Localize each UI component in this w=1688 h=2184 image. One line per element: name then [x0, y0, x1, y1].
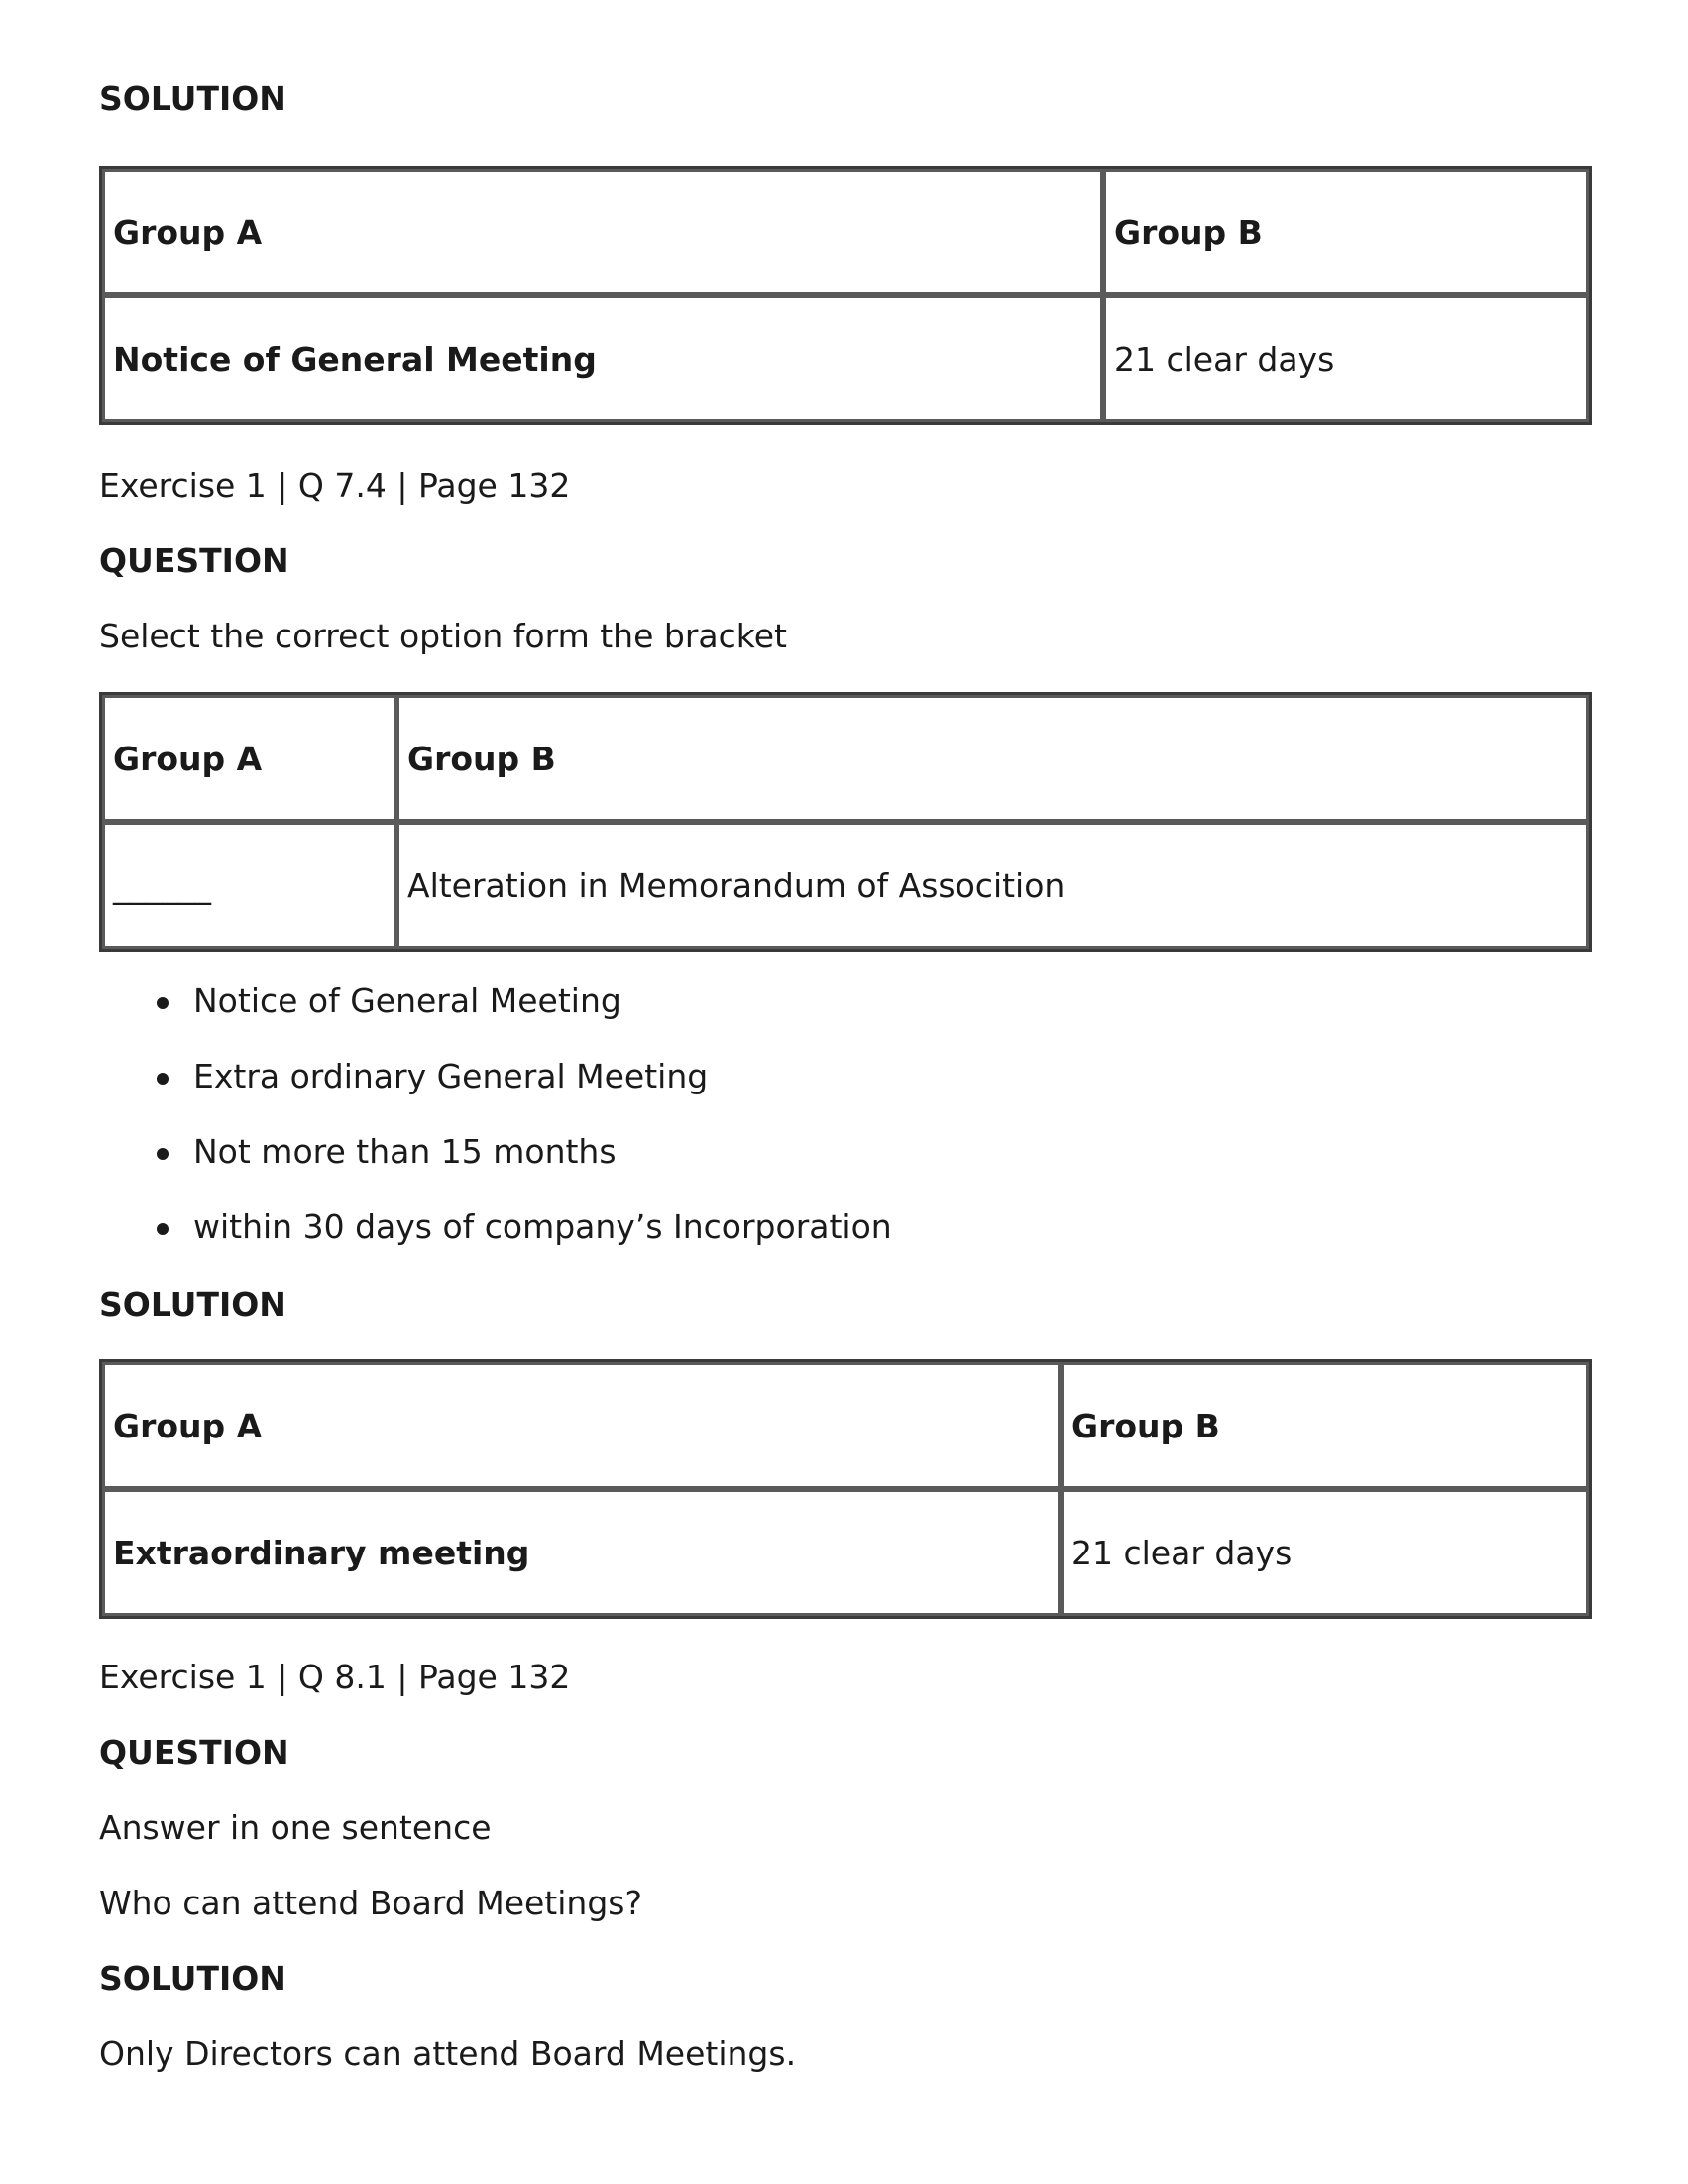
table-cell: Alteration in Memorandum of Assocition: [396, 822, 1589, 949]
table-cell: 21 clear days: [1061, 1489, 1589, 1616]
option-text: Extra ordinary General Meeting: [193, 1057, 709, 1095]
table-header-cell: Group A: [102, 169, 1103, 295]
question-heading: QUESTION: [99, 541, 289, 580]
table-cell: 21 clear days: [1103, 295, 1589, 422]
question-heading: QUESTION: [99, 1733, 289, 1772]
table-cell: Extraordinary meeting: [102, 1489, 1061, 1616]
exercise-reference: Exercise 1 | Q 8.1 | Page 132: [99, 1658, 571, 1696]
bullet-icon: [157, 1148, 169, 1160]
option-text: within 30 days of company’s Incorporation: [193, 1207, 892, 1246]
solution-table-1: [99, 166, 1592, 425]
answer-text: Only Directors can attend Board Meetings.: [99, 2034, 797, 2073]
list-item: [99, 1132, 1586, 1207]
table-header-cell: Group B: [1103, 169, 1589, 295]
table-cell: Notice of General Meeting: [102, 295, 1103, 422]
question-prompt: Select the correct option form the bracket: [99, 617, 787, 655]
table-header-cell: Group B: [1061, 1362, 1589, 1489]
list-item: [99, 981, 1586, 1057]
question-prompt: Answer in one sentence: [99, 1808, 492, 1847]
solution-heading: SOLUTION: [99, 1285, 286, 1323]
table-row: [102, 822, 1589, 949]
table-header-row: [102, 1362, 1589, 1489]
option-text: Not more than 15 months: [193, 1132, 617, 1171]
list-item: [99, 1057, 1586, 1132]
table-header-row: [102, 169, 1589, 295]
list-item: [99, 1207, 1586, 1283]
table-header-row: [102, 695, 1589, 822]
blank-cell: ______: [102, 822, 396, 949]
solution-heading: SOLUTION: [99, 1959, 286, 1998]
solution-table-2: [99, 1359, 1592, 1619]
options-list: [99, 981, 1586, 1283]
table-header-cell: Group A: [102, 695, 396, 822]
bullet-icon: [157, 997, 169, 1009]
bullet-icon: [157, 1073, 169, 1085]
table-row: [102, 295, 1589, 422]
question-table: [99, 692, 1592, 952]
table-header-cell: Group A: [102, 1362, 1061, 1489]
table-row: [102, 1489, 1589, 1616]
bullet-icon: [157, 1223, 169, 1235]
solution-heading: SOLUTION: [99, 79, 286, 118]
exercise-reference: Exercise 1 | Q 7.4 | Page 132: [99, 466, 571, 505]
table-header-cell: Group B: [396, 695, 1589, 822]
option-text: Notice of General Meeting: [193, 981, 621, 1020]
question-text: Who can attend Board Meetings?: [99, 1884, 642, 1922]
